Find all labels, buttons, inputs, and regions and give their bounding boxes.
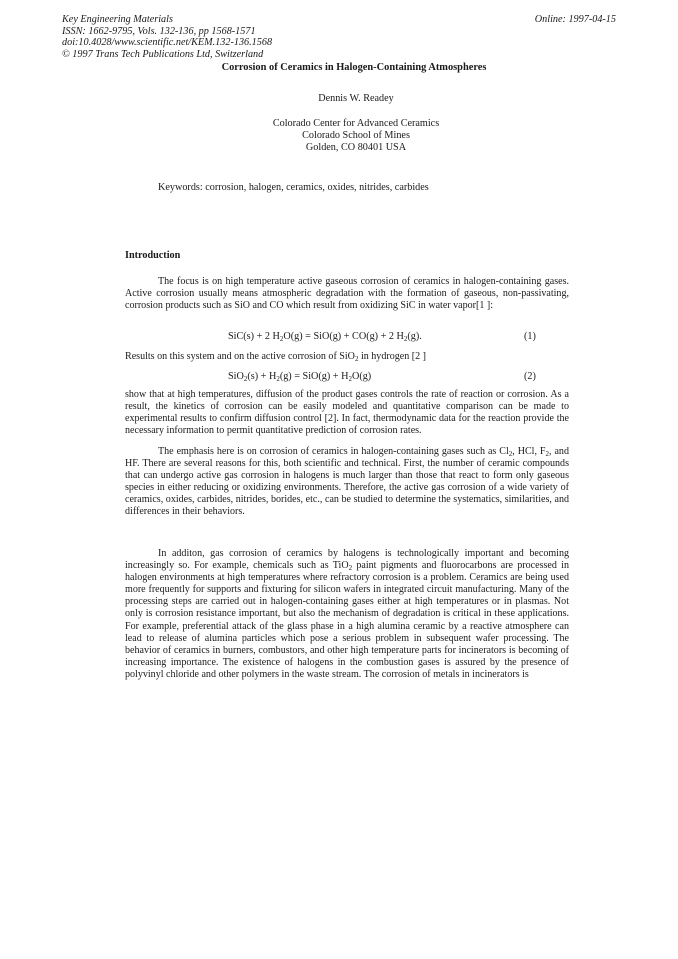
equation-number: (1): [524, 331, 536, 342]
affiliation-line: Colorado School of Mines: [302, 130, 410, 141]
paragraph: show that at high temperatures, diffusion of the product gases controls the rate of reaction or corrosion. As a result, the kinetics of corrosion can be easily modeled and quantitative comparison can be made to experimental results to confirm diffusion control [2]. In fact, thermodynamic data for the reaction provide the necessary information to permit quantitative prediction of corrosion rates.: [125, 389, 569, 437]
paragraph: The emphasis here is on corrosion of ceramics in halogen-containing gases such as $Cl_2$, HCl, $F_2$, and HF. There are several reasons for this, both scientific and technical. First, the number of ceramic compounds that can undergo active gas corrosion in halogens is much larger than those that react to form only gaseous species in either reducing or oxidizing environments. Therefore, the active gas corrosion of a wide variety of ceramics, oxides, carbides, nitrides, borides, etc., can be studied to determine the systematics, similarities, and differences in their behaviors.: [125, 446, 569, 518]
equation-number: (2): [524, 371, 536, 382]
journal-name: Key Engineering Materials: [62, 14, 173, 25]
online-date: Online: 1997-04-15: [534, 14, 616, 25]
journal-header: [62, 14, 272, 60]
section-heading: Introduction: [125, 250, 181, 261]
equation-expression: SiC(s) + 2 $H_2O(g) = SiO(g) + CO(g) + 2$ $H_2(g)$.: [228, 331, 422, 343]
affiliation-line: Colorado Center for Advanced Ceramics: [272, 118, 440, 129]
affiliation: [0, 118, 678, 154]
equation-expression: $SiO_2(s) + H_2(g) = SiO(g) + H_2O(g)$: [228, 371, 372, 383]
paragraph: Results on this system and on the active corrosion of SiO$_2$ in hydrogen [2 ]: [125, 351, 426, 363]
author-name: Dennis W. Readey: [318, 93, 394, 104]
paper-title: Corrosion of Ceramics in Halogen-Containing Atmospheres: [221, 62, 487, 73]
doi-line: doi:10.4028/www.scientific.net/KEM.132-136.1568: [62, 37, 273, 49]
keywords: Keywords: corrosion, halogen, ceramics, oxides, nitrides, carbides: [158, 182, 429, 193]
affiliation-line: Golden, CO 80401 USA: [305, 142, 407, 153]
paragraph: In additon, gas corrosion of ceramics by halogens is technologically important and becoming increasingly so. For example, chemicals such as TiO$_2$ paint pigments and fluorocarbons are processed in halogen environments at high temperatures where refractory corrosion is a problem. Ceramics are being used more frequently for supports and fixturing for silicon wafers in integrated circuit manufacturing. Many of the processing steps are carried out in halogen-containing gases either at high temperatures or in plasmas. Not only is corrosion resistance important, but also the mechanism of degradation is critical in these applications. For example, preferential attack of the glass phase in a high alumina ceramic by a reactive atmosphere can lead to release of alumina particles which pose a serious problem in subsequent wafer processing. The behavior of ceramics in burners, combustors, and other high temperature parts for incinerators is becoming of increasing importance. The existence of halogens in the combustion gases is assured by the presence of polyvinyl chloride and other polymers in the waste stream. The corrosion of metals in incinerators is: [125, 548, 569, 680]
copyright-line: © 1997 Trans Tech Publications Ltd, Switzerland: [62, 48, 264, 60]
issn-line: ISSN: 1662-9795, Vols. 132-136, pp 1568-1571: [62, 25, 256, 37]
paragraph: The focus is on high temperature active gaseous corrosion of ceramics in halogen-containing gases. Active corrosion usually means atmospheric degradation with the formation of gaseous, non-passivating, corrosion products such as SiO and CO which result from oxidizing SiC in water vapor[1 ]:: [125, 276, 569, 312]
